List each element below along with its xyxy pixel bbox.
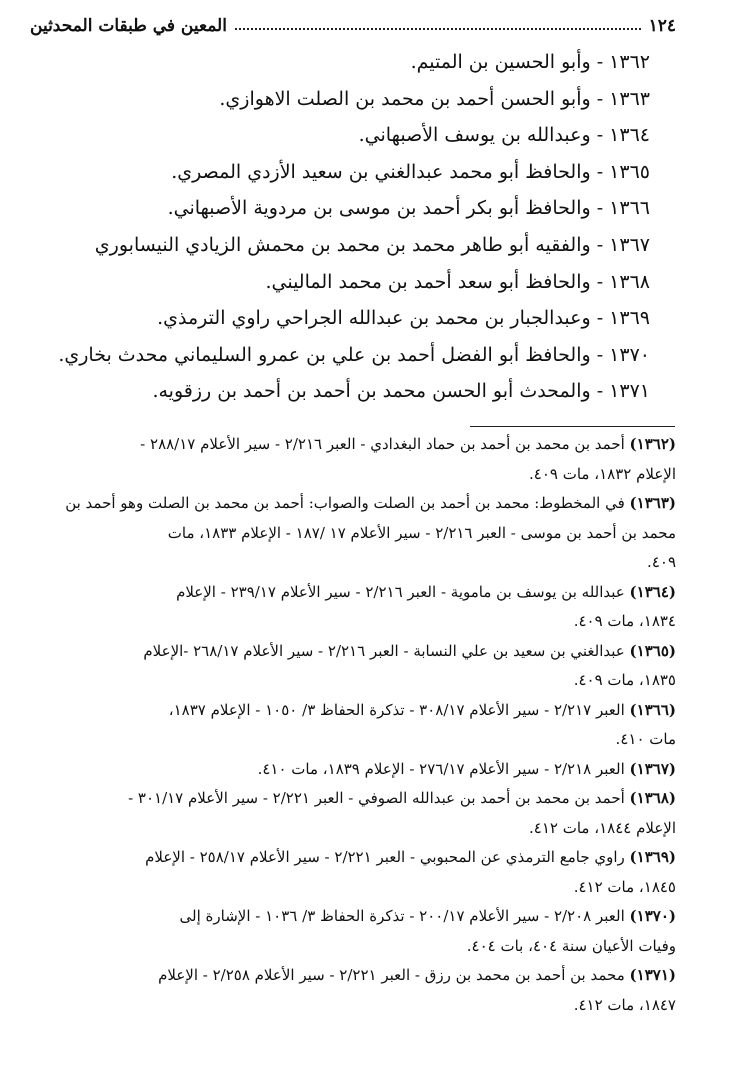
footnote-text: ١٨٣٤، مات ٤٠٩.: [573, 612, 676, 630]
footnote-number: (١٣٦٤): [629, 582, 676, 601]
entry-line: ١٣٦٤ - وعبدالله بن يوسف الأصبهاني.: [358, 124, 650, 147]
footnote-text: ١٨٤٧، مات ٤١٢.: [573, 995, 676, 1014]
entry-line: ١٣٦٣ - وأبو الحسن أحمد بن محمد بن الصلت الاهوازي.: [219, 87, 650, 110]
footnote-text: العبر ٢/٢١٨ - سير الأعلام ٢٧٦/١٧ - الإعلام ١٨٣٩، مات ٤١٠.: [257, 759, 625, 778]
footnote-text: الإعلام ١٨٣٢، مات ٤٠٩.: [529, 464, 676, 483]
footnote-number: (١٣٧١): [629, 966, 676, 984]
footnote-text: راوي جامع الترمذي عن المحبوبي - العبر ٢/٢٢١ - سير الأعلام ٢٥٨/١٧ - الإعلام: [145, 848, 625, 866]
entry-line: ١٣٦٥ - والحافظ أبو محمد عبدالغني بن سعيد الأزدي المصري.: [171, 160, 650, 183]
footnote: [30, 578, 676, 637]
footnote-text: عبدالغني بن سعيد بن علي النسابة - العبر ٢/٢١٦ - سير الأعلام ٢٦٨/١٧ -الإعلام: [143, 641, 625, 660]
footnote: [30, 696, 676, 755]
entry-line: ١٣٧٠ - والحافظ أبو الفضل أحمد بن علي بن عمرو السليماني محدث بخاري.: [58, 343, 650, 366]
footnote: [30, 902, 676, 961]
footnote-number: (١٣٦٧): [629, 759, 676, 778]
footnote-text: ١٨٤٥، مات ٤١٢.: [573, 877, 676, 896]
footnote-text: أحمد بن محمد بن أحمد بن حماد البغدادي - العبر ٢/٢١٦ - سير الأعلام ٢٨٨/١٧ -: [140, 435, 625, 453]
footnote-number: (١٣٧٠): [629, 907, 676, 925]
footnote-number: (١٣٦٦): [629, 700, 676, 719]
footnote-text: في المخطوط: محمد بن أحمد بن الصلت والصواب: أحمد بن محمد بن الصلت وهو أحمد بن: [65, 494, 625, 512]
footnote-text: مات ٤١٠.: [615, 730, 676, 748]
footnote-number: (١٣٦٨): [629, 789, 676, 807]
footnotes: [30, 430, 676, 1020]
entry-line: ١٣٦٩ - وعبدالجبار بن محمد بن عبدالله الجراحي راوي الترمذي.: [157, 307, 650, 330]
footnote: [30, 784, 676, 843]
footnote-text: العبر ٢/٢٠٨ - سير الأعلام ٢٠٠/١٧ - تذكرة الحفاظ ٣/ ١٠٣٦ - الإشارة إلى: [179, 907, 625, 925]
footnote-text: ١٨٣٥، مات ٤٠٩.: [573, 671, 676, 689]
footnote-text: الإعلام ١٨٤٤، مات ٤١٢.: [529, 818, 676, 837]
entry-line: ١٣٦٧ - والفقيه أبو طاهر محمد بن محمد بن محمش الزيادي النيسابوري: [94, 233, 650, 256]
footnote-text: ٤٠٩.: [647, 553, 676, 571]
footnote-number: (١٣٦٥): [629, 641, 676, 660]
entry-line: ١٣٧١ - والمحدث أبو الحسن محمد بن أحمد بن أحمد بن رزقويه.: [152, 380, 650, 403]
footnote: [30, 489, 676, 578]
entry-line: ١٣٦٢ - وأبو الحسين بن المتيم.: [410, 51, 650, 73]
footnote-number: (١٣٦٣): [629, 494, 676, 512]
footnote-separator: [470, 426, 675, 427]
footnote: [30, 755, 676, 785]
footnote-text: محمد بن أحمد بن محمد بن رزق - العبر ٢/٢٢١ - سير الأعلام ٢/٢٥٨ - الإعلام: [158, 966, 625, 984]
footnote: [30, 843, 676, 902]
footnote-text: عبدالله بن يوسف بن ماموية - العبر ٢/٢١٦ - سير الأعلام ٢٣٩/١٧ - الإعلام: [176, 582, 625, 601]
footnote-text: أحمد بن محمد بن أحمد بن عبدالله الصوفي - العبر ٢/٢٢١ - سير الأعلام ٣٠١/١٧ -: [128, 789, 625, 807]
footnote: [30, 637, 676, 696]
running-title: المعين في طبقات المحدثين: [30, 16, 227, 36]
footnote: [30, 430, 676, 489]
footnote-text: العبر ٢/٢١٧ - سير الأعلام ٣٠٨/١٧ - تذكرة الحفاظ ٣/ ١٠٥٠ - الإعلام ١٨٣٧،: [168, 700, 625, 719]
footnote-text: محمد بن أحمد بن موسى - العبر ٢/٢١٦ - سير الأعلام ١٧ /١٨٧ - الإعلام ١٨٣٣، مات: [167, 523, 676, 542]
footnote: [30, 961, 676, 1020]
entry-line: ١٣٦٦ - والحافظ أبو بكر أحمد بن موسى بن مردوية الأصبهاني.: [167, 197, 650, 220]
page-header: [30, 6, 676, 36]
footnote-number: (١٣٦٩): [629, 848, 676, 866]
header-dotted-leader: [235, 28, 641, 30]
entry-line: ١٣٦٨ - والحافظ أبو سعد أحمد بن محمد الماليني.: [265, 270, 650, 293]
footnote-number: (١٣٦٢): [629, 435, 676, 453]
page-number: ١٢٤: [648, 16, 676, 36]
footnote-text: وفيات الأعيان سنة ٤٠٤، بات ٤٠٤.: [466, 936, 676, 955]
entries-list: [58, 44, 650, 410]
